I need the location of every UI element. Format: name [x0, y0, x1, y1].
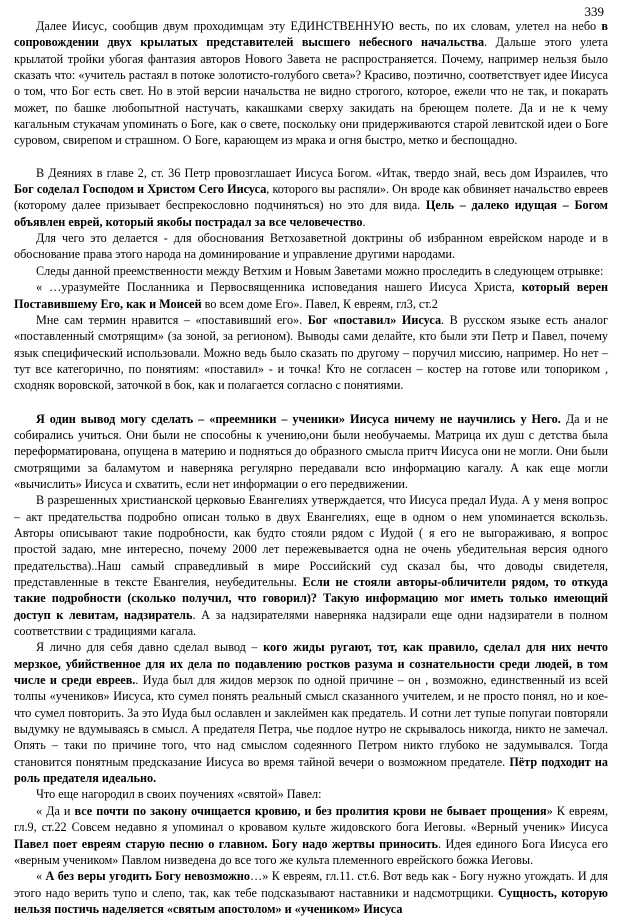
bold-text-run: Павел поет евреям старую песню о главном. Богу надо жертвы приносить	[14, 836, 438, 851]
quote-paragraph	[14, 868, 608, 917]
page-number: 339	[584, 4, 604, 19]
text-run: Далее Иисус, сообщив двум проходимцам эту ЕДИНСТВЕННУЮ весть, по их словам, улетел на небо	[36, 19, 602, 33]
paragraph	[14, 786, 608, 802]
paragraph	[14, 18, 608, 149]
text-run: Следы данной преемственности между Ветхим и Новым Заветами можно проследить в следующем отрывке:	[36, 263, 604, 278]
text-run: . В русском языке есть аналог «поставленный смотрящим» (за зоной, за регионом). Выводы сами делайте, кто были эти Петр и Павел, почему язык специфический использовали. Можно ведь было сказать по другому – поручил миссию, например. Но нет – тут все категорично, по понятиям: «поставил» - и точка! Кто не согласен – костер на готове или топориком , сходняк воровской, заточкой в бок, как и полагается согласно с понятиями.	[14, 312, 608, 393]
page-body	[14, 0, 608, 917]
text-run: » К евреям, гл.9, ст.22 Совсем недавно я упоминал о кровавом культе жидовского бога Иеговы. «Верный ученик» Иисуса	[14, 803, 608, 835]
paragraph	[14, 639, 608, 786]
text-run: В Деяниях в главе 2, ст. 36 Петр провозглашает Иисуса Богом. «Итак, твердо знай, весь дом Израилев, что	[36, 165, 608, 180]
text-run: «	[36, 869, 46, 884]
bold-text-run: все почти по закону очищается кровию, и без пролития крови не бывает прощения	[74, 803, 547, 818]
text-run: . А за надзирателями наверняка надзирали еще одни надзиратели в полном соответствии с традициями кагала.	[14, 607, 608, 639]
bold-text-run: Цель – далеко идущая – Богом объявлен еврей, который якобы пострадал за все человечество	[14, 198, 608, 229]
text-run: Для чего это делается - для обоснования Ветхозаветной доктрины об избранном еврейском народе и в обоснование права этого народа на доминирование и управление другими народами.	[14, 231, 608, 262]
text-run: .	[362, 214, 366, 229]
text-run: . Иуда был для жидов мерзок по одной причине – он , возможно, единственный из всей толпы «учеников» Иисуса, кто сумел понять реальный смысл сказанного учителем, и не просто понял, но и кое-что сумел повторить. За это Иуда был ославлен и заклеймен как предатель. И сотни лет тупые попугаи повторяли выдумку не вдумываясь в смысл. А предателя Петра, чье подлое нутро не скрывалось никогда, никто не замечал. Опять – таки по причине того, что над смыслом содеянного Петром никто глубоко не задумывался. Тогда становится понятным предсказание Иисуса во время тайной вечери о возможном предателе.	[14, 673, 608, 769]
text-run: …» К евреям, гл.11. ст.6. Вот ведь как - Богу нужно угождать. И для этого надо верить тупо и слепо, так, как тебе подсказывают наставники и надсмотрщики.	[14, 869, 608, 900]
text-run: . Дальше этого улета крылатой тройки убогая фантазия авторов Нового Завета не распространяется. Почему, например нельзя было сказать что: «учитель растаял в потоке золотисто-голубого света»? Красиво, поэтично, соответствует идее Иисуса о том, что Бог есть свет. Но в этой версии начальства не видно строгого, которое, ежели что не так, и покарать может, по башке любопытной настучать, какашками сверху закидать на бреющем полете. Да и не к чему кагальным стукачам упоминать о Боге, как о свете, поскольку они придерживаются старой левитской идеи о Боге суровом, свирепом и страшном. О Боге, карающем из мрака и огня быстро, метко и беспощадно.	[14, 35, 608, 148]
bold-text-run: А без веры угодить Богу невозможно	[45, 869, 251, 884]
paragraph	[14, 230, 608, 263]
quote-paragraph	[14, 279, 608, 312]
quote-paragraph	[14, 803, 608, 868]
bold-text-run: Сущность, которую нельзя постичь наделяется «святым апостолом» и «учеником» Иисуса	[14, 885, 608, 916]
bold-text-run: кого жиды ругают, тот, как правило, сделал для них нечто мерзкое, убийственное для их дела по подавлению ростков разума и сознательности среди людей, в том числе и среди евреев.	[14, 640, 609, 688]
text-run: « …уразумейте Посланника и Первосвященника исповедания нашего Иисуса Христа,	[36, 280, 522, 295]
bold-text-run: в сопровождении двух крылатых представителей высшего небесного начальства	[14, 19, 608, 50]
bold-text-run: Я один вывод могу сделать – «преемники – ученики» Иисуса ничему не научились у Него.	[36, 411, 561, 426]
paragraph	[14, 492, 608, 639]
text-run: « Да и	[36, 803, 75, 818]
paragraph	[14, 165, 608, 230]
bold-text-run: который верен Поставившему Его, как и Моисей	[14, 280, 609, 311]
bold-text-run: Бог соделал Господом и Христом Сего Иисуса	[14, 182, 267, 197]
text-run: Что еще нагородил в своих поучениях «святой» Павел:	[36, 787, 322, 802]
paragraph	[14, 312, 608, 394]
paragraph	[14, 263, 608, 279]
text-run: , которого вы распяли». Он вроде как обвиняет начальство евреев (которому далее призывает беспрекословно подчиняться) но это для вида.	[14, 182, 608, 213]
text-run: Да и не собирались учиться. Они были не способны к учению,они были необучаемы. Матрица их душ с детства была переформатирована, опущена в материю и подняться до образного смысла притч Иисуса они не могли. Они были смотрящими за баламутом и наверняка регулярно передавали всю информацию кагалу. А как еще могли «вычислить» Иисуса и схватить, если нет информации о его передвижении.	[14, 411, 609, 491]
text-run: Я лично для себя давно сделал вывод –	[36, 640, 264, 655]
bold-text-run: Если не стояли авторы-обличители рядом, то откуда такие подробности (сколько получил, что говорил)? Такую информацию мог иметь только имеющий доступ к левитам, надзиратель	[14, 575, 608, 622]
text-run: . Идея единого Бога Иисуса его «верным учеником» Павлом низведена до все того же культа племенного еврейского божка Иеговы.	[14, 836, 608, 867]
text-run: во всем доме Его». Павел, К евреям, гл3, ст.2	[201, 296, 438, 311]
paragraph	[14, 411, 608, 493]
bold-text-run: Пётр подходит на роль предателя идеально.	[14, 754, 608, 786]
text-run: Мне сам термин нравится – «поставивший его».	[36, 312, 308, 327]
bold-text-run: Бог «поставил» Иисуса	[307, 312, 442, 327]
text-run: В разрешенных христианской церковью Евангелиях утверждается, что Иисуса предал Иуда. А у меня вопрос – акт предательства подробно описан только в двух Евангелиях, еще в одном о нем упоминается вскользь. Авторы описывают такие подробности, как будто стояли рядом с Иудой ( я его не выгораживаю, я вопрос простой задаю, мне интересно, почему 2000 лет пережевывается одна не очень убедительная версия одного предательства)..Наш самый справедливый в мире Российский суд сказал бы, что доводы свидетеля, представленные в тексте Евангелия, неубедительны.	[14, 493, 608, 589]
